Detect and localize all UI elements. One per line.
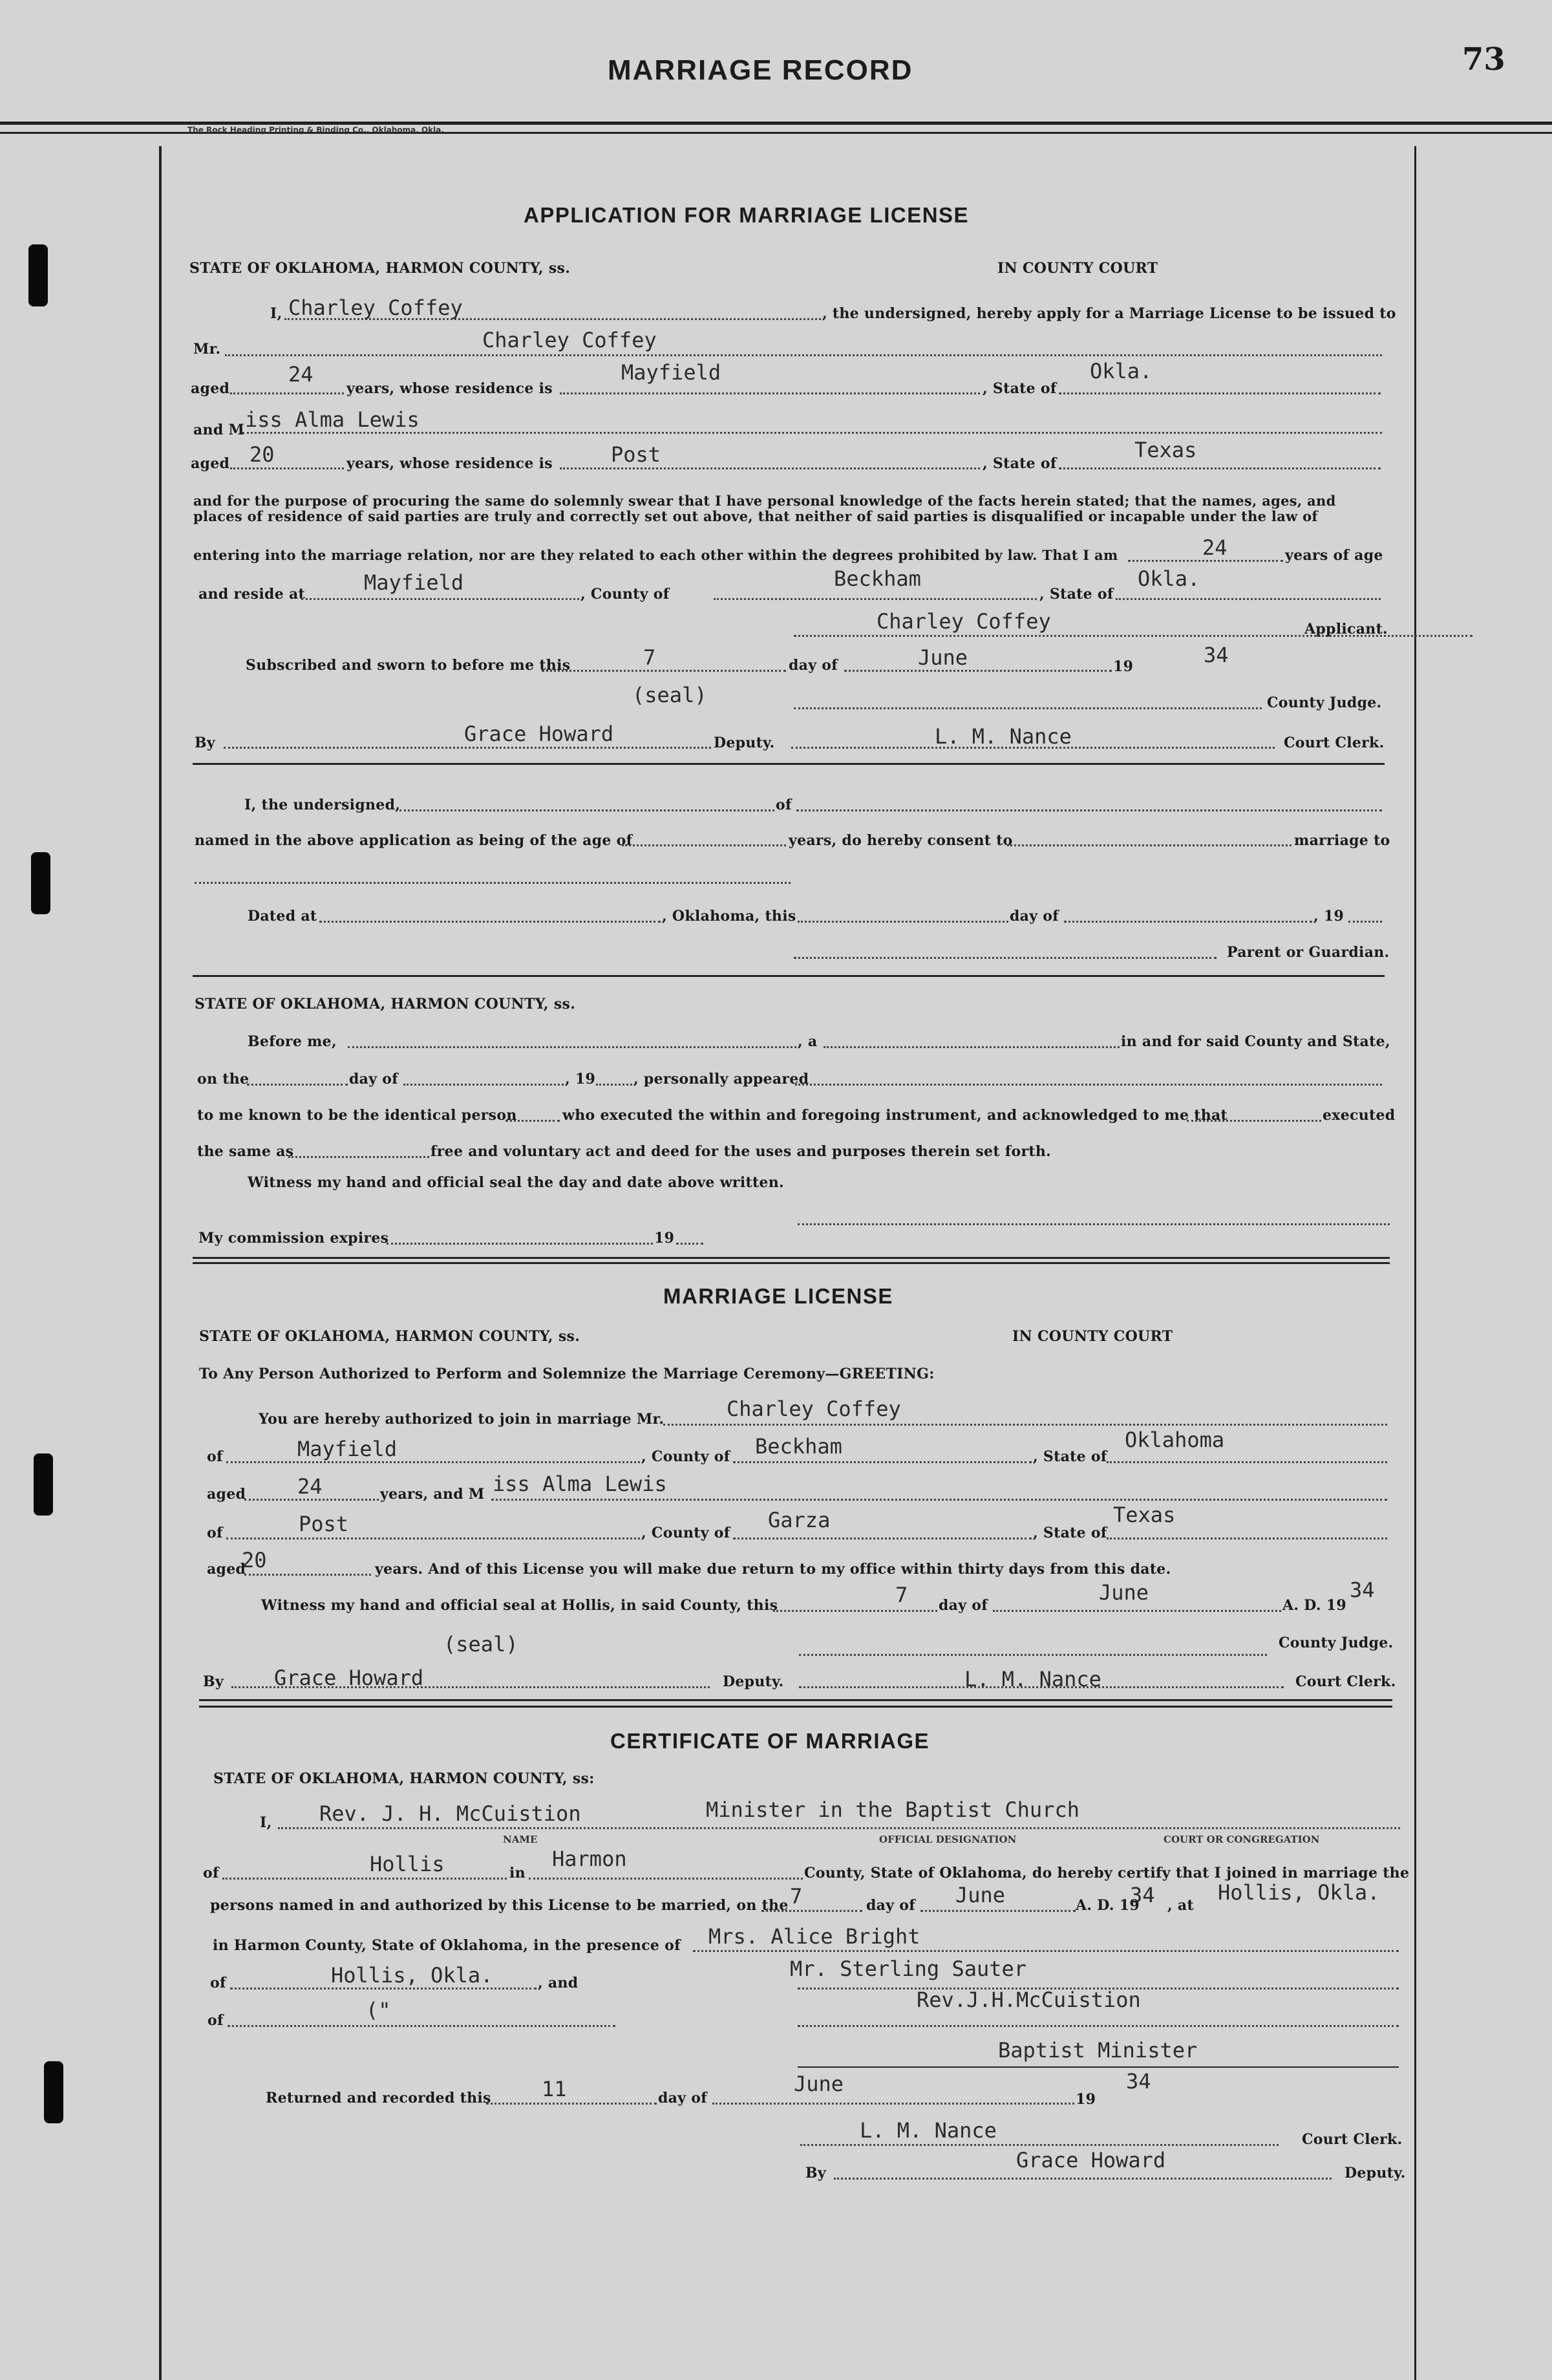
- field-line: [222, 1878, 507, 1880]
- field-line: [529, 1878, 803, 1880]
- label-mr: Mr.: [193, 341, 221, 358]
- sworn-month: June: [918, 645, 968, 670]
- consent-undersigned: I, the undersigned,: [244, 797, 401, 813]
- field-line: [319, 921, 661, 923]
- cert-at: , at: [1167, 1897, 1194, 1914]
- field-line: [387, 1243, 653, 1245]
- groom-residence: Mayfield: [621, 360, 721, 385]
- ack-commission: My commission expires: [198, 1230, 389, 1247]
- label-19: 19: [1113, 658, 1134, 675]
- field-line: [542, 670, 786, 672]
- label-i: I,: [270, 305, 282, 322]
- cert-witness1-city: Hollis, Okla.: [331, 1963, 493, 1988]
- lic-authorized: You are hereby authorized to join in marriage Mr.: [259, 1411, 664, 1428]
- field-line: [486, 2103, 657, 2105]
- field-line: [226, 1538, 640, 1539]
- lic-groom-city: Mayfield: [297, 1437, 398, 1461]
- label-years-of-age: years of age: [1285, 547, 1383, 564]
- field-line: [773, 1610, 937, 1612]
- lic-court: IN COUNTY COURT: [1012, 1328, 1173, 1345]
- reside-at: Mayfield: [364, 570, 464, 595]
- lic-state-county: STATE OF OKLAHOMA, HARMON COUNTY, ss.: [199, 1328, 580, 1345]
- bride-age: 20: [250, 442, 275, 467]
- label-residence: years, whose residence is: [346, 455, 553, 472]
- field-line: [1107, 1538, 1387, 1539]
- label-parent-guardian: Parent or Guardian.: [1227, 944, 1390, 961]
- signature-line: [794, 957, 1217, 959]
- lic-deputy-label: Deputy.: [723, 1673, 784, 1690]
- field-line: [230, 1988, 537, 1989]
- cert-19: 19: [1076, 2091, 1096, 2108]
- field-line: [244, 1499, 379, 1501]
- lic-aged: aged: [207, 1561, 246, 1578]
- cert-rec-day: 11: [542, 2077, 567, 2101]
- field-line: [288, 1156, 429, 1158]
- field-line: [1107, 1461, 1387, 1463]
- lic-year: 34: [1350, 1578, 1375, 1602]
- label-county-judge: County Judge.: [1267, 694, 1382, 711]
- field-line: [1059, 467, 1381, 469]
- lic-day: 7: [895, 1583, 908, 1607]
- cert-of: of: [203, 1865, 219, 1881]
- cert-state-county: STATE OF OKLAHOMA, HARMON COUNTY, ss:: [213, 1770, 595, 1787]
- lic-bride-county: Garza: [768, 1508, 831, 1532]
- sworn-year: 34: [1204, 643, 1229, 667]
- consent-oklahoma-this: , Oklahoma, this: [662, 908, 796, 925]
- bride-state: Texas: [1134, 438, 1197, 462]
- sworn-day: 7: [643, 645, 656, 670]
- field-line: [733, 1538, 1032, 1539]
- applicant-name: Charley Coffey: [288, 295, 463, 320]
- cert-sub-designation: OFFICIAL DESIGNATION: [879, 1834, 1017, 1845]
- cert-signature: Rev.J.H.McCuistion: [917, 1988, 1141, 2012]
- lic-day-of: day of: [939, 1597, 988, 1614]
- ack-witness: Witness my hand and official seal the day and date above written.: [248, 1174, 784, 1191]
- field-line: [714, 598, 1037, 600]
- label-applicant: Applicant.: [1304, 621, 1388, 638]
- ack-19: , 19: [565, 1071, 596, 1088]
- deputy-name: Grace Howard: [464, 722, 614, 746]
- ack-on-the: on the: [197, 1071, 250, 1088]
- label-state-of: , State of: [1039, 586, 1114, 603]
- cert-of: of: [207, 2012, 224, 2029]
- section-double-rule: [199, 1699, 1392, 1701]
- lic-deputy: Grace Howard: [274, 1666, 424, 1690]
- lic-years-and-m: years, and M: [380, 1486, 485, 1503]
- lic-groom-county: Beckham: [755, 1434, 842, 1459]
- lic-groom-state: Oklahoma: [1125, 1428, 1225, 1452]
- ack-who-executed: who executed the within and foregoing instrument, and acknowledged to me that: [562, 1107, 1228, 1124]
- app-state-county: STATE OF OKLAHOMA, HARMON COUNTY, ss.: [189, 260, 571, 277]
- field-line: [796, 809, 1382, 811]
- field-line: [244, 1574, 371, 1576]
- lic-month: June: [1099, 1580, 1149, 1605]
- cert-ad: A. D. 19: [1076, 1897, 1140, 1914]
- license-heading: MARRIAGE LICENSE: [663, 1284, 893, 1308]
- cert-sub-court: COURT OR CONGREGATION: [1164, 1834, 1320, 1845]
- lic-by: By: [203, 1673, 224, 1690]
- ack-in-and-for: in and for said County and State,: [1121, 1033, 1390, 1050]
- cert-witness2-city: (": [366, 1998, 391, 2022]
- reside-state: Okla.: [1138, 566, 1200, 591]
- label-state-of: , State of: [983, 455, 1057, 472]
- ack-before-me: Before me,: [248, 1033, 337, 1050]
- signature-line: [800, 2144, 1279, 2146]
- field-line: [733, 1461, 1032, 1463]
- field-line: [795, 1084, 1382, 1086]
- cert-in-county: Harmon: [552, 1847, 627, 1871]
- field-line: [1059, 392, 1381, 394]
- label-day-of: day of: [789, 657, 838, 674]
- field-line: [663, 1424, 1387, 1426]
- bride-name: iss Alma Lewis: [245, 407, 420, 432]
- field-line: [834, 2178, 1332, 2180]
- cert-day-of2: day of: [658, 2090, 708, 2107]
- ack-executed: executed: [1323, 1107, 1396, 1124]
- label-apply: , the undersigned, hereby apply for a Marriage License to be issued to: [822, 305, 1396, 322]
- field-line: [676, 1243, 703, 1245]
- ack-state-county: STATE OF OKLAHOMA, HARMON COUNTY, ss.: [195, 996, 576, 1013]
- page-title: MARRIAGE RECORD: [608, 54, 913, 86]
- frame-left: [159, 146, 162, 2380]
- ack-personally: , personally appeared: [633, 1071, 809, 1088]
- ack-day-of: day of: [349, 1071, 399, 1088]
- header-rule-top: [0, 122, 1552, 125]
- printer-imprint: The Rock Heading Printing & Binding Co., Oklahoma, Okla.: [187, 125, 444, 134]
- field-line: [920, 1910, 1076, 1912]
- field-line: [247, 1084, 348, 1086]
- oath-line-3: entering into the marriage relation, nor are they related to each other within the degrees prohibited by law. That I am: [193, 547, 1118, 563]
- cert-day-of: day of: [866, 1897, 916, 1914]
- reside-county: Beckham: [834, 566, 921, 591]
- ack-c19: 19: [654, 1230, 675, 1247]
- label-county-of: , County of: [580, 586, 670, 603]
- field-line: [1116, 598, 1381, 600]
- binder-hole: [28, 244, 48, 306]
- cert-of-city: Hollis: [370, 1852, 445, 1876]
- field-line: [228, 2025, 615, 2027]
- lic-ad: A. D. 19: [1282, 1597, 1347, 1614]
- section-double-rule: [199, 1706, 1392, 1708]
- field-line: [399, 809, 774, 811]
- field-line: [824, 1046, 1120, 1048]
- section-rule: [193, 975, 1385, 977]
- label-by: By: [195, 734, 215, 751]
- lic-groom: Charley Coffey: [727, 1397, 901, 1421]
- signature-line: [794, 707, 1262, 709]
- cert-deputy-label: Deputy.: [1345, 2165, 1406, 2182]
- app-court: IN COUNTY COURT: [997, 260, 1158, 277]
- binder-hole: [34, 1453, 53, 1516]
- binder-hole: [44, 2061, 63, 2123]
- consent-of: of: [776, 797, 792, 813]
- field-line: [505, 1120, 560, 1122]
- ack-same-as: the same as: [197, 1143, 294, 1160]
- groom-name: Charley Coffey: [482, 328, 657, 352]
- ack-free: free and voluntary act and deed for the uses and purposes therein set forth.: [431, 1143, 1052, 1160]
- field-line: [560, 392, 980, 394]
- label-deputy: Deputy.: [714, 734, 775, 751]
- label-subscribed: Subscribed and sworn to before me this: [246, 657, 571, 674]
- cert-of: of: [210, 1975, 226, 1991]
- field-line: [844, 670, 1112, 672]
- label-residence: years, whose residence is: [346, 380, 553, 397]
- field-line: [1128, 560, 1283, 562]
- signature-rule: [798, 2066, 1399, 2068]
- cert-presence: in Harmon County, State of Oklahoma, in the presence of: [213, 1937, 681, 1954]
- cert-in: in: [509, 1865, 526, 1881]
- label-aged: aged: [191, 380, 230, 397]
- field-line: [226, 1461, 640, 1463]
- bride-residence: Post: [611, 442, 661, 467]
- cert-deputy: Grace Howard: [1016, 2148, 1166, 2172]
- lic-clerk: L. M. Nance: [964, 1667, 1101, 1691]
- lic-aged: aged: [207, 1486, 246, 1503]
- application-heading: APPLICATION FOR MARRIAGE LICENSE: [524, 203, 970, 227]
- field-line: [195, 882, 791, 884]
- label-and-m: and M: [193, 422, 245, 438]
- field-line: [403, 1084, 564, 1086]
- section-double-rule: [193, 1262, 1390, 1264]
- lic-bride-city: Post: [299, 1512, 349, 1536]
- groom-state: Okla.: [1090, 359, 1153, 383]
- lic-county-of: , County of: [641, 1525, 730, 1541]
- lic-bride-state: Texas: [1113, 1503, 1176, 1527]
- cert-officiant: Rev. J. H. McCuistion: [319, 1801, 581, 1826]
- signature-line: [798, 1223, 1390, 1225]
- label-aged: aged: [191, 455, 230, 472]
- cert-by: By: [805, 2165, 826, 2182]
- cert-clerk: L. M. Nance: [860, 2118, 997, 2143]
- field-line: [1348, 921, 1382, 923]
- ack-known: to me known to be the identical person: [197, 1107, 517, 1124]
- lic-state-of: , State of: [1033, 1448, 1107, 1465]
- field-line: [1187, 1120, 1321, 1122]
- label-court-clerk: Court Clerk.: [1284, 734, 1385, 751]
- consent-years: years, do hereby consent to: [789, 832, 1013, 849]
- cert-persons: persons named in and authorized by this License to be married, on the: [210, 1897, 789, 1914]
- cert-designation: Minister in the Baptist Church: [706, 1797, 1079, 1822]
- court-clerk-name: L. M. Nance: [935, 724, 1072, 749]
- cert-witness2: Mr. Sterling Sauter: [790, 1957, 1027, 1981]
- lic-seal: (seal): [443, 1632, 518, 1656]
- cert-court-clerk: Court Clerk.: [1302, 2131, 1403, 2148]
- field-line: [230, 467, 344, 469]
- lic-state-of: , State of: [1033, 1525, 1107, 1541]
- cert-certify: County, State of Oklahoma, do hereby certify that I joined in marriage the: [804, 1865, 1410, 1881]
- cert-year: 34: [1130, 1883, 1155, 1907]
- lic-greeting: To Any Person Authorized to Perform and Solemnize the Marriage Ceremony—GREETING:: [199, 1366, 935, 1382]
- field-line: [225, 354, 1382, 356]
- field-line: [1007, 844, 1292, 846]
- field-line: [242, 432, 1382, 434]
- field-line: [230, 392, 344, 394]
- consent-named: named in the above application as being of the age of: [195, 832, 633, 849]
- cert-sub-name: NAME: [503, 1834, 538, 1845]
- consent-dated-at: Dated at: [248, 908, 317, 925]
- cert-i: I,: [260, 1814, 272, 1831]
- frame-right: [1414, 146, 1416, 2380]
- lic-return: years. And of this License you will make due return to my office within thirty days from this date.: [375, 1561, 1171, 1578]
- field-line: [622, 844, 786, 846]
- field-line: [712, 2103, 1074, 2105]
- lic-of: of: [207, 1448, 223, 1465]
- applicant-signature: Charley Coffey: [877, 609, 1051, 634]
- cert-place: Hollis, Okla.: [1218, 1880, 1380, 1905]
- field-line: [491, 1499, 1387, 1501]
- cert-returned: Returned and recorded this: [266, 2090, 491, 2107]
- field-line: [1064, 921, 1312, 923]
- section-rule: [193, 763, 1385, 765]
- consent-marriage-to: marriage to: [1294, 832, 1390, 849]
- field-line: [560, 467, 980, 469]
- label-state-of: , State of: [983, 380, 1057, 397]
- groom-age: 24: [288, 362, 314, 387]
- lic-bride-age: 20: [242, 1548, 267, 1572]
- cert-rec-year: 34: [1126, 2069, 1151, 2094]
- field-line: [693, 1950, 1399, 1952]
- consent-19: , 19: [1313, 908, 1345, 925]
- cert-witness1: Mrs. Alice Bright: [708, 1924, 920, 1949]
- page-number: 73: [1462, 41, 1505, 78]
- cert-month: June: [955, 1883, 1006, 1907]
- cert-day: 7: [790, 1884, 803, 1909]
- consent-day-of: day of: [1010, 908, 1059, 925]
- lic-county-of: , County of: [641, 1448, 730, 1465]
- signature-line: [799, 1654, 1267, 1656]
- cert-title: Baptist Minister: [998, 2038, 1198, 2063]
- binder-hole: [31, 852, 50, 914]
- oath-line-2: places of residence of said parties are truly and correctly set out above, that neither of said parties is disqualified or incapable under the law of: [193, 508, 1318, 524]
- lic-groom-age: 24: [297, 1474, 323, 1499]
- certificate-heading: CERTIFICATE OF MARRIAGE: [610, 1729, 930, 1753]
- lic-witness: Witness my hand and official seal at Hollis, in said County, this: [261, 1597, 778, 1614]
- cert-rec-month: June: [794, 2072, 844, 2096]
- field-line: [761, 1910, 862, 1912]
- field-line: [348, 1046, 796, 1048]
- label-reside-at: and reside at: [198, 586, 305, 603]
- lic-court-clerk: Court Clerk.: [1295, 1673, 1396, 1690]
- lic-county-judge: County Judge.: [1279, 1635, 1394, 1651]
- seal-mark: (seal): [632, 683, 707, 707]
- cert-and: , and: [538, 1975, 579, 1991]
- ack-a: , a: [798, 1033, 818, 1050]
- field-line: [596, 1084, 632, 1086]
- applicant-age: 24: [1202, 535, 1228, 560]
- field-line: [278, 1827, 1400, 1829]
- field-line: [224, 747, 711, 749]
- field-line: [993, 1610, 1281, 1612]
- field-line: [798, 921, 1008, 923]
- oath-line-1: and for the purpose of procuring the same do solemnly swear that I have personal knowledge of the facts herein stated; that the names, ages, and: [193, 493, 1336, 509]
- signature-line: [798, 2025, 1399, 2027]
- field-line: [301, 598, 579, 600]
- section-double-rule: [193, 1257, 1390, 1259]
- lic-of: of: [207, 1525, 223, 1541]
- lic-bride: iss Alma Lewis: [493, 1472, 667, 1496]
